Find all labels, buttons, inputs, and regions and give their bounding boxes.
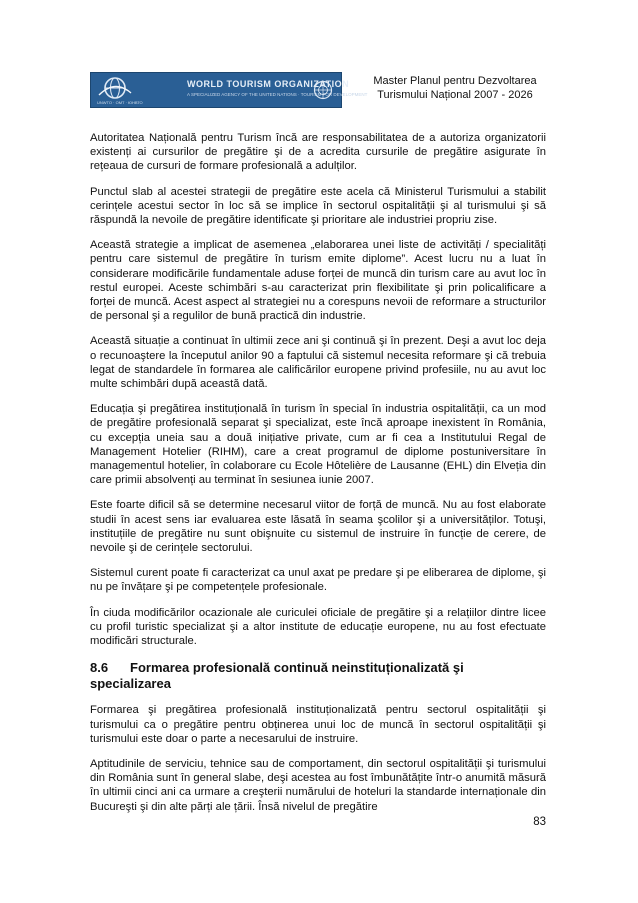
section-heading <box>90 660 546 692</box>
paragraph: Sistemul curent poate fi caracterizat ca unul axat pe predare şi pe eliberarea de diplome, şi nu pe învățare şi pe competențele profesionale. <box>90 567 546 594</box>
paragraph: Punctul slab al acestei strategii de pregătire este acela că Ministerul Turismului a stabilit cerințele acestui sector în loc să se implice în sectorul ospitalității şi al turismului şi să răspundă la nevoile de pregătire identificate şi prioritare ale industriei propriu zise. <box>90 185 546 227</box>
globe-icon <box>97 75 133 101</box>
un-emblem-icon <box>313 80 333 100</box>
paragraph: Această strategie a implicat de asemenea „elaborarea unei liste de activități / specialități pentru care sistemul de pregătire în turism emite diplome”. Acest lucru nu a luat în considerare modificările fundamentale aduse forței de muncă din turism care au avut loc în restul europei. Aceste schimbări s-au caracterizat prin flexibilitate şi prin policalificare a forței de muncă. Acest aspect al strategiei nu a corespuns nevoii de reformare a structurilor de personal şi a regulilor de bună practică din industrie. <box>90 239 546 323</box>
document-title <box>360 74 550 102</box>
page-header <box>90 66 550 106</box>
paragraph: Educația şi pregătirea instituțională în turism în special în industria ospitalității, ca un mod de pregătire profesională separat şi specializat, este încă aproape inexistent în România, cu excepția uneia sau a două inițiative private, cum ar fi cea a Institutului Regal de Management Hotelier (RIHM), care a creat programul de diplome postuniversitare în managementul hotelier, în colaborare cu Ecole Hôtelière de Lausanne (EHL) din Elveția din care primii absolvenți au terminat în sesiunea iunie 2007. <box>90 403 546 487</box>
logo-acronyms: UNWTO · OMT · ЮНВТО <box>97 100 143 105</box>
paragraph: Autoritatea Națională pentru Turism încă are responsabilitatea de a autoriza organizatorii existenți ai cursurilor de pregătire şi de a acredita cursurile de pregătire asigurate în rețeaua de cursuri de formare profesională a adulților. <box>90 132 546 173</box>
logo-org-name: WORLD TOURISM ORGANIZATION <box>187 79 350 89</box>
paragraph: Este foarte dificil să se determine necesarul viitor de forță de muncă. Nu au fost elaborate studii în acest sens iar evaluarea este lăsată în seama şcolilor şi a universităților. Totuşi, instituțiile de pregătire nu sunt obişnuite cu sistemul de instruire în funcție de cerere, de nevoile şi de cerințele sectorului. <box>90 499 546 555</box>
paragraph: În ciuda modificărilor ocazionale ale curiculei oficiale de pregătire şi a relațiilor dintre licee cu profil turistic specializat şi a altor institute de educație europene, nu au fost efectuate modificări structurale. <box>90 606 546 648</box>
section-number: 8.6 <box>90 660 109 676</box>
page-body <box>90 131 546 825</box>
unwto-logo <box>90 72 368 108</box>
paragraph: Aptitudinile de serviciu, tehnice sau de comportament, din sectorul ospitalității şi turismului din România sunt în general slabe, deşi acestea au fost îmbunătățite într-o anumită măsură în ultimii cinci ani ca urmare a creşterii numărului de hoteluri la standarde internaționale din Bucureşti şi din alte părți ale țării. Însă nivelul de pregătire <box>90 757 546 813</box>
document-title-line2: Turismului Național 2007 - 2026 <box>377 89 533 101</box>
paragraph: Formarea şi pregătirea profesională instituționalizată pentru sectorul ospitalității şi turismului ca o pregătire pentru obținerea unui loc de muncă în sectorul ospitalității şi turismului este doar o parte a necesarului de instruire. <box>90 704 546 745</box>
page-number: 83 <box>533 816 546 828</box>
paragraph: Această situație a continuat în ultimii zece ani şi continuă şi în prezent. Deşi a avut loc deja o recunoaştere la începutul anilor 90 a faptului că sistemul necesita reformare şi că trebuia legat de standardele în formarea ale calificărilor europene privind profesiile, nu au avut loc multe schimbări după această dată. <box>90 335 546 391</box>
logo-subtitle: A SPECIALIZED AGENCY OF THE UNITED NATIONS · TOURISM FOR DEVELOPMENT <box>187 92 368 97</box>
document-title-line1: Master Planul pentru Dezvoltarea <box>373 75 537 87</box>
section-title: Formarea profesională continuă neinstituționalizată şi specializarea <box>90 660 464 692</box>
